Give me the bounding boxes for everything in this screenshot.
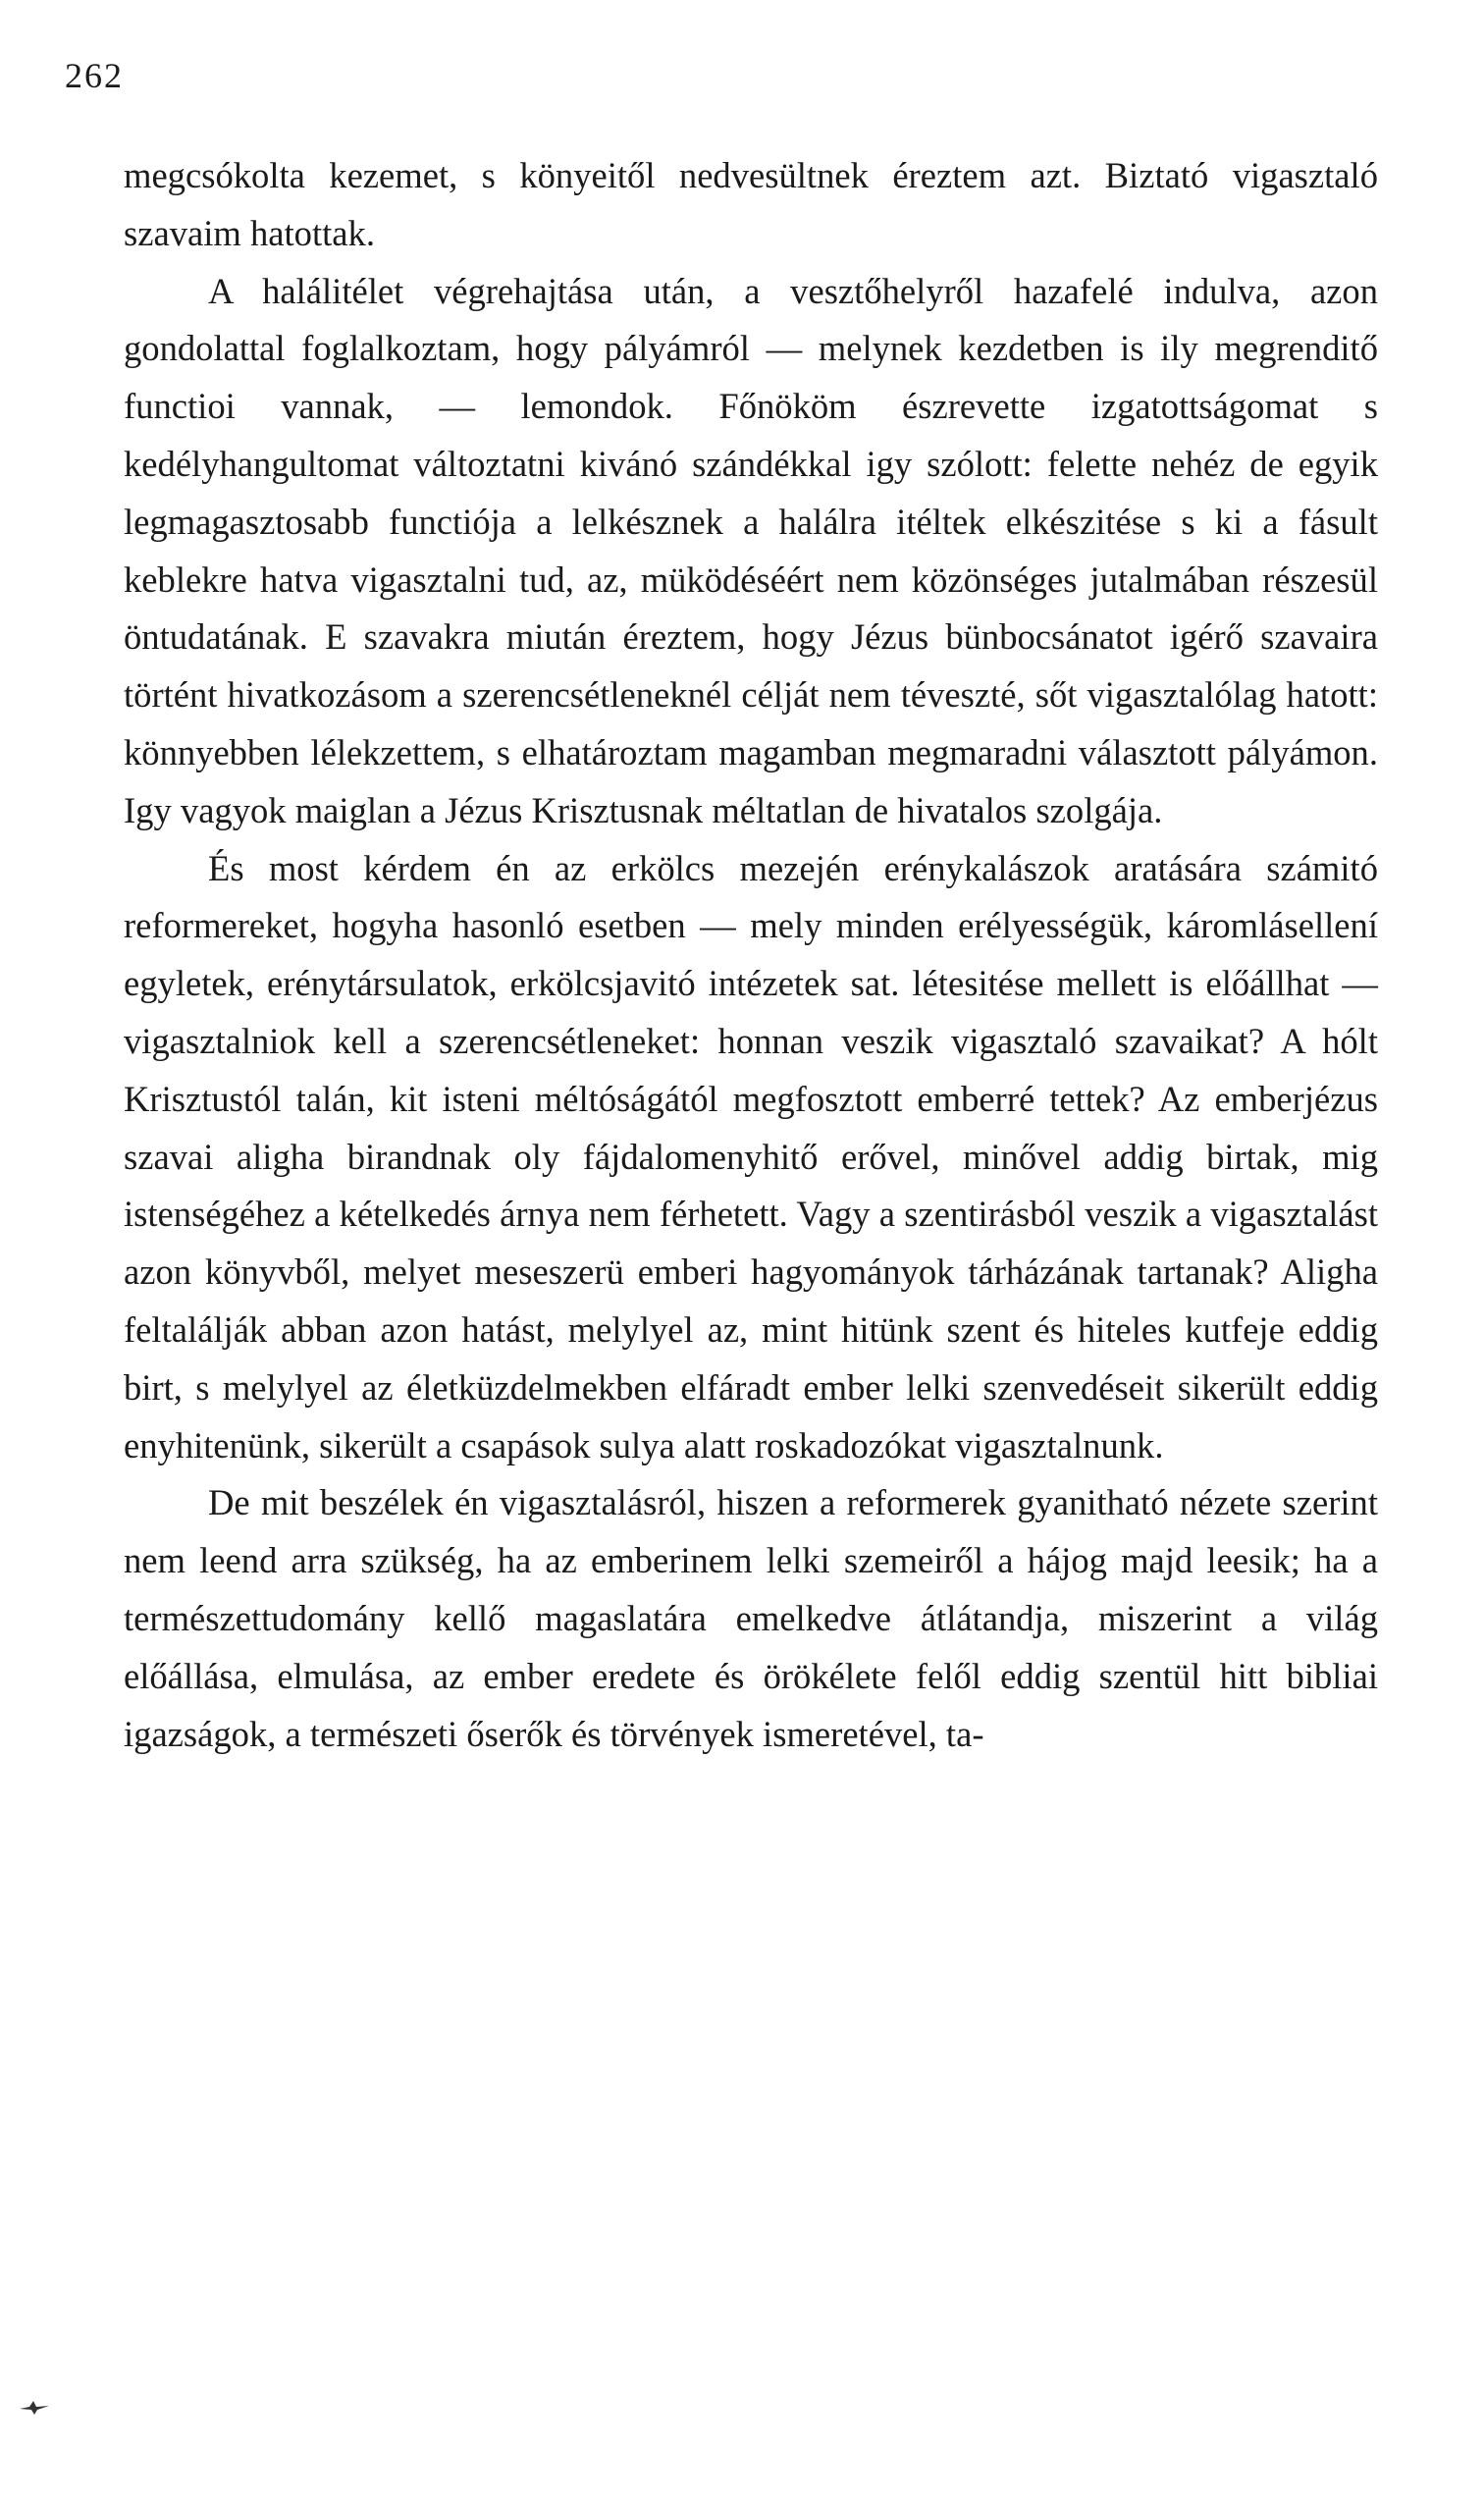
page-number: 262 <box>65 56 124 95</box>
body-text <box>124 147 1378 1763</box>
paragraph-3: És most kérdem én az erkölcs mezején erénykalászok aratására számitó reformereket, hogyha hasonló esetben — mely minden erélyességük, káromlásellení egyletek, erénytársulatok, erkölcsjavitó intézetek sat. létesitése mellett is előállhat — vigasztalniok kell a szerencsétleneket: honnan veszik vigasztaló szavaikat? A hólt Krisztustól talán, kit isteni méltóságától megfosztott emberré tettek? Az emberjézus szavai aligha birandnak oly fájdalomenyhitő erővel, minővel addig birtak, mig istenségéhez a kételkedés árnya nem férhetett. Vagy a szentirásból veszik a vigasztalást azon könyvből, melyet meseszerü emberi hagyományok tárházának tartanak? Aligha feltalálják abban azon hatást, melylyel az, mint hitünk szent és hiteles kutfeje eddig birt, s melylyel az életküzdelmekben elfáradt ember lelki szenvedéseit sikerült eddig enyhitenünk, sikerült a csapások sulya alatt roskadozókat vigasztalnunk. <box>124 847 1378 1465</box>
paragraph-4: De mit beszélek én vigasztalásról, hiszen a reformerek gyanitható nézete szerint nem leend arra szükség, ha az emberinem lelki szemeiről a hájog majd leesik; ha a természettudomány kellő magaslatára emelkedve átlátandja, miszerint a világ előállása, elmulása, az ember eredete és örökélete felől eddig szentül hitt bibliai igazságok, a természeti őserők és törvények ismeretével, ta- <box>124 1482 1378 1754</box>
paragraph-2: A halálitélet végrehajtása után, a vesztőhelyről hazafelé indulva, azon gondolattal foglalkoztam, hogy pályámról — melynek kezdetben is ily megrenditő functioi vannak, — lemondok. Főnököm észrevette izgatottságomat s kedélyhangultomat változtatni kivánó szándékkal igy szólott: felette nehéz de egyik legmagasztosabb functiója a lelkésznek a halálra itéltek elkészitése s ki a fásult keblekre hatva vigasztalni tud, az, müködéséért nem közönséges jutalmában részesül öntudatának. E szavakra miután éreztem, hogy Jézus bünbocsánatot igérő szavaira történt hivatkozásom a szerencsétleneknél célját nem téveszté, sőt vigasztalólag hatott: könnyebben lélekzettem, s elhatároztam magamban megmaradni választott pályámon. Igy vagyok maiglan a Jézus Krisztusnak méltatlan de hivatalos szolgája. <box>124 270 1378 830</box>
ink-smudge-icon <box>18 2395 51 2417</box>
paragraph-1: megcsókolta kezemet, s könyeitől nedvesültnek éreztem azt. Biztató vigasztaló szavaim hatottak. <box>124 155 1378 253</box>
